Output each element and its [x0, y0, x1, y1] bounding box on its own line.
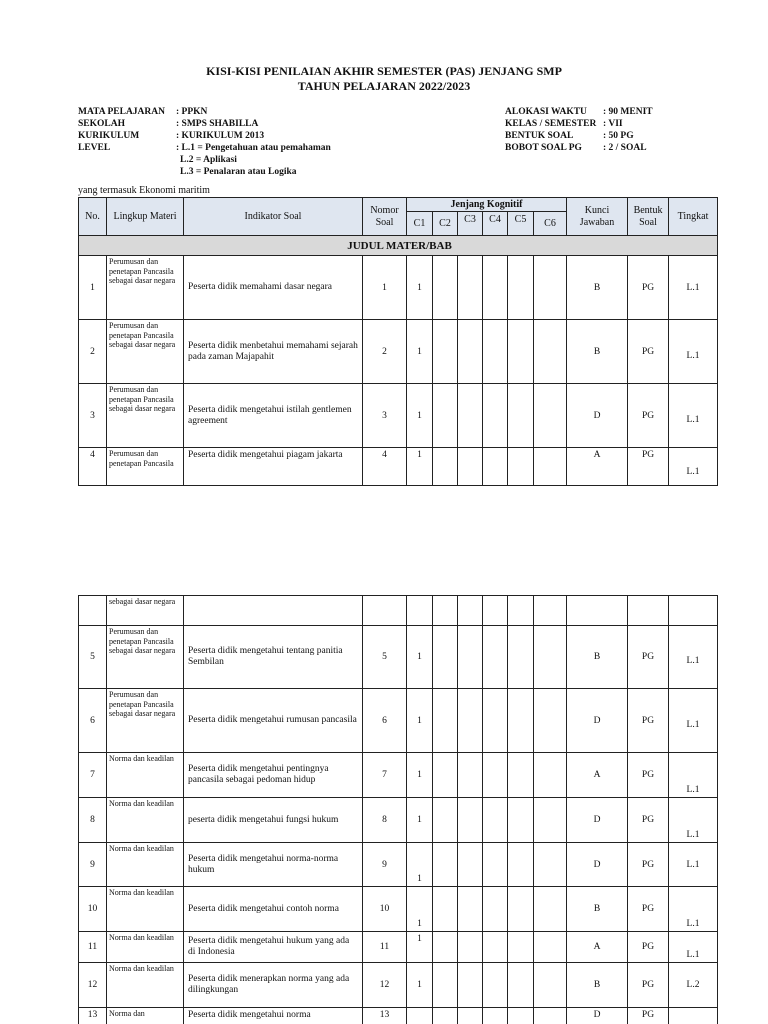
table-row	[79, 448, 718, 486]
header-c5: C5	[508, 212, 534, 236]
meta-row	[78, 154, 331, 166]
cell-indikator: Peserta didik mengetahui norma-norma hukum	[184, 843, 363, 887]
cell-c1: 1	[407, 798, 433, 843]
meta-value: : KURIKULUM 2013	[176, 131, 265, 141]
cell-c1	[407, 1008, 433, 1024]
cell-materi: Norma dan keadilan	[107, 753, 184, 798]
cell-materi: Perumusan dan penetapan Pancasila sebagai dasar negara	[107, 320, 184, 384]
cell-materi: Perumusan dan penetapan Pancasila sebagai dasar negara	[107, 626, 184, 689]
cell-bentuk: PG	[628, 1008, 669, 1024]
cell-no: 13	[79, 1008, 107, 1024]
cell-bentuk: PG	[628, 843, 669, 887]
meta-label: KELAS / SEMESTER	[505, 119, 597, 129]
meta-label: BENTUK SOAL	[505, 131, 574, 141]
meta-row	[78, 130, 331, 142]
meta-label: ALOKASI WAKTU	[505, 107, 587, 117]
cell-nomor: 12	[363, 963, 407, 1008]
cell-materi: Norma dan keadilan	[107, 963, 184, 1008]
cell-indikator: Peserta didik memahami dasar negara	[184, 256, 363, 320]
cell-bentuk: PG	[628, 963, 669, 1008]
header-c4: C4	[483, 212, 508, 236]
table-row	[79, 843, 718, 887]
meta-value: : 50 PG	[603, 131, 634, 141]
cell-tingkat: L.1	[669, 256, 718, 320]
cell-tingkat: L.1	[669, 798, 718, 843]
meta-label: MATA PELAJARAN	[78, 107, 165, 117]
meta-row	[78, 118, 331, 130]
cell-nomor: 11	[363, 932, 407, 963]
cell-no: 11	[79, 932, 107, 963]
table-row	[79, 626, 718, 689]
header-jenjang-kognitif: Jenjang Kognitif	[407, 198, 567, 212]
cell-tingkat	[669, 1008, 718, 1024]
cell-no: 4	[79, 448, 107, 486]
cell-no: 9	[79, 843, 107, 887]
document-title: KISI-KISI PENILAIAN AKHIR SEMESTER (PAS) JENJANG SMP	[206, 64, 562, 78]
table-row	[79, 384, 718, 448]
meta-row	[505, 142, 653, 154]
cell-bentuk: PG	[628, 448, 669, 486]
cell-indikator: Peserta didik mengetahui hukum yang ada di Indonesia	[184, 932, 363, 963]
header-nomor-soal: Nomor Soal	[363, 198, 407, 236]
cell-kunci: B	[567, 626, 628, 689]
table-row	[79, 320, 718, 384]
meta-row	[505, 118, 653, 130]
cell-c1: 1	[407, 963, 433, 1008]
cell-tingkat: L.1	[669, 320, 718, 384]
header-c2: C2	[433, 212, 458, 236]
kisi-table-page2	[78, 595, 718, 1024]
header-no: No.	[79, 198, 107, 236]
table-row-continuation	[79, 596, 718, 626]
cell-tingkat: L.1	[669, 384, 718, 448]
cell-kunci: A	[567, 448, 628, 486]
meta-row	[505, 130, 653, 142]
cell-materi: Perumusan dan penetapan Pancasila sebagai dasar negara	[107, 384, 184, 448]
cell-bentuk: PG	[628, 932, 669, 963]
meta-left	[78, 106, 331, 178]
header-lingkup-materi: Lingkup Materi	[107, 198, 184, 236]
header-bentuk-soal: Bentuk Soal	[628, 198, 669, 236]
cell-indikator: peserta didik mengetahui fungsi hukum	[184, 798, 363, 843]
table-row	[79, 753, 718, 798]
cell-no: 3	[79, 384, 107, 448]
cell-indikator: Peserta didik mengetahui pentingnya pancasila sebagai pedoman hidup	[184, 753, 363, 798]
cell-tingkat: L.1	[669, 753, 718, 798]
cell-indikator: Peserta didik mengetahui contoh norma	[184, 887, 363, 932]
document-subtitle: TAHUN PELAJARAN 2022/2023	[297, 79, 471, 93]
meta-label: KURIKULUM	[78, 131, 140, 141]
meta-label	[78, 166, 176, 178]
cell-kunci: D	[567, 689, 628, 753]
cell-bentuk: PG	[628, 887, 669, 932]
cell-tingkat: L.1	[669, 843, 718, 887]
intro-text: yang termasuk Ekonomi maritim	[78, 185, 210, 196]
cell-nomor: 10	[363, 887, 407, 932]
meta-right	[505, 106, 653, 154]
header-c3: C3	[458, 212, 483, 236]
cell-c1: 1	[407, 887, 433, 932]
cell-indikator: Peserta didik menerapkan norma yang ada dilingkungan	[184, 963, 363, 1008]
cell-c1: 1	[407, 256, 433, 320]
cell-kunci: D	[567, 843, 628, 887]
cell-materi: Norma dan keadilan	[107, 887, 184, 932]
cell-indikator: Peserta didik menbetahui memahami sejarah pada zaman Majapahit	[184, 320, 363, 384]
cell-nomor: 8	[363, 798, 407, 843]
cell-kunci: A	[567, 932, 628, 963]
cell-c1: 1	[407, 689, 433, 753]
cell-materi: Norma dan	[107, 1008, 184, 1024]
cell-nomor: 7	[363, 753, 407, 798]
cell-materi: Norma dan keadilan	[107, 798, 184, 843]
cell-tingkat: L.1	[669, 626, 718, 689]
cell-materi: sebagai dasar negara	[107, 596, 184, 626]
cell-bentuk: PG	[628, 753, 669, 798]
cell-bentuk: PG	[628, 256, 669, 320]
cell-indikator: Peserta didik mengetahui istilah gentlemen agreement	[184, 384, 363, 448]
cell-no: 1	[79, 256, 107, 320]
meta-value: : 90 MENIT	[603, 107, 653, 117]
cell-nomor: 13	[363, 1008, 407, 1024]
meta-value: : SMPS SHABILLA	[176, 119, 259, 129]
cell-c1: 1	[407, 448, 433, 486]
cell-nomor: 9	[363, 843, 407, 887]
cell-no: 5	[79, 626, 107, 689]
cell-bentuk: PG	[628, 320, 669, 384]
cell-c1: 1	[407, 932, 433, 963]
cell-nomor: 3	[363, 384, 407, 448]
cell-bentuk: PG	[628, 798, 669, 843]
meta-label: BOBOT SOAL PG	[505, 143, 582, 153]
cell-c1: 1	[407, 320, 433, 384]
meta-row	[78, 166, 331, 178]
table-row	[79, 963, 718, 1008]
kisi-table-page1	[78, 197, 718, 486]
meta-value: L.3 = Penalaran atau Logika	[180, 167, 297, 177]
cell-tingkat: L.1	[669, 689, 718, 753]
cell-no: 8	[79, 798, 107, 843]
table-row	[79, 887, 718, 932]
table-row	[79, 689, 718, 753]
cell-nomor: 6	[363, 689, 407, 753]
cell-tingkat: L.1	[669, 448, 718, 486]
cell-kunci: D	[567, 384, 628, 448]
cell-materi: Norma dan keadilan	[107, 843, 184, 887]
header-tingkat: Tingkat	[669, 198, 718, 236]
cell-tingkat: L.2	[669, 963, 718, 1008]
header-indikator-soal: Indikator Soal	[184, 198, 363, 236]
header-c1: C1	[407, 212, 433, 236]
cell-no: 7	[79, 753, 107, 798]
cell-indikator: Peserta didik mengetahui rumusan pancasila	[184, 689, 363, 753]
meta-label	[78, 154, 176, 166]
table-row	[79, 1008, 718, 1024]
cell-materi: Perumusan dan penetapan Pancasila	[107, 448, 184, 486]
cell-tingkat: L.1	[669, 887, 718, 932]
table-row	[79, 798, 718, 843]
meta-row	[78, 106, 331, 118]
meta-label: LEVEL	[78, 143, 111, 153]
cell-kunci: D	[567, 1008, 628, 1024]
cell-no: 10	[79, 887, 107, 932]
cell-nomor: 2	[363, 320, 407, 384]
cell-bentuk: PG	[628, 384, 669, 448]
cell-nomor: 5	[363, 626, 407, 689]
meta-row	[78, 142, 331, 154]
cell-c1: 1	[407, 843, 433, 887]
meta-value: : 2 / SOAL	[603, 143, 647, 153]
cell-indikator: Peserta didik mengetahui piagam jakarta	[184, 448, 363, 486]
meta-value: : L.1 = Pengetahuan atau pemahaman	[176, 143, 331, 153]
section-title: JUDUL MATER/BAB	[79, 236, 718, 256]
cell-materi: Norma dan keadilan	[107, 932, 184, 963]
cell-no: 6	[79, 689, 107, 753]
cell-tingkat: L.1	[669, 932, 718, 963]
cell-kunci: B	[567, 320, 628, 384]
cell-no: 2	[79, 320, 107, 384]
meta-label: SEKOLAH	[78, 119, 125, 129]
cell-c1: 1	[407, 753, 433, 798]
cell-kunci: B	[567, 256, 628, 320]
cell-kunci: B	[567, 963, 628, 1008]
meta-value: : VII	[603, 119, 623, 129]
cell-kunci: A	[567, 753, 628, 798]
header-c6: C6	[534, 212, 567, 236]
cell-indikator: Peserta didik mengetahui norma	[184, 1008, 363, 1024]
cell-materi: Perumusan dan penetapan Pancasila sebagai dasar negara	[107, 256, 184, 320]
table-row	[79, 256, 718, 320]
table-row	[79, 932, 718, 963]
cell-bentuk: PG	[628, 689, 669, 753]
cell-indikator: Peserta didik mengetahui tentang panitia Sembilan	[184, 626, 363, 689]
meta-row	[505, 106, 653, 118]
cell-nomor: 1	[363, 256, 407, 320]
cell-materi: Perumusan dan penetapan Pancasila sebagai dasar negara	[107, 689, 184, 753]
header-kunci-jawaban: Kunci Jawaban	[567, 198, 628, 236]
meta-value: L.2 = Aplikasi	[180, 155, 237, 165]
cell-nomor: 4	[363, 448, 407, 486]
cell-kunci: D	[567, 798, 628, 843]
meta-value: : PPKN	[176, 107, 208, 117]
cell-no: 12	[79, 963, 107, 1008]
cell-c1: 1	[407, 626, 433, 689]
cell-c1: 1	[407, 384, 433, 448]
cell-bentuk: PG	[628, 626, 669, 689]
cell-kunci: B	[567, 887, 628, 932]
